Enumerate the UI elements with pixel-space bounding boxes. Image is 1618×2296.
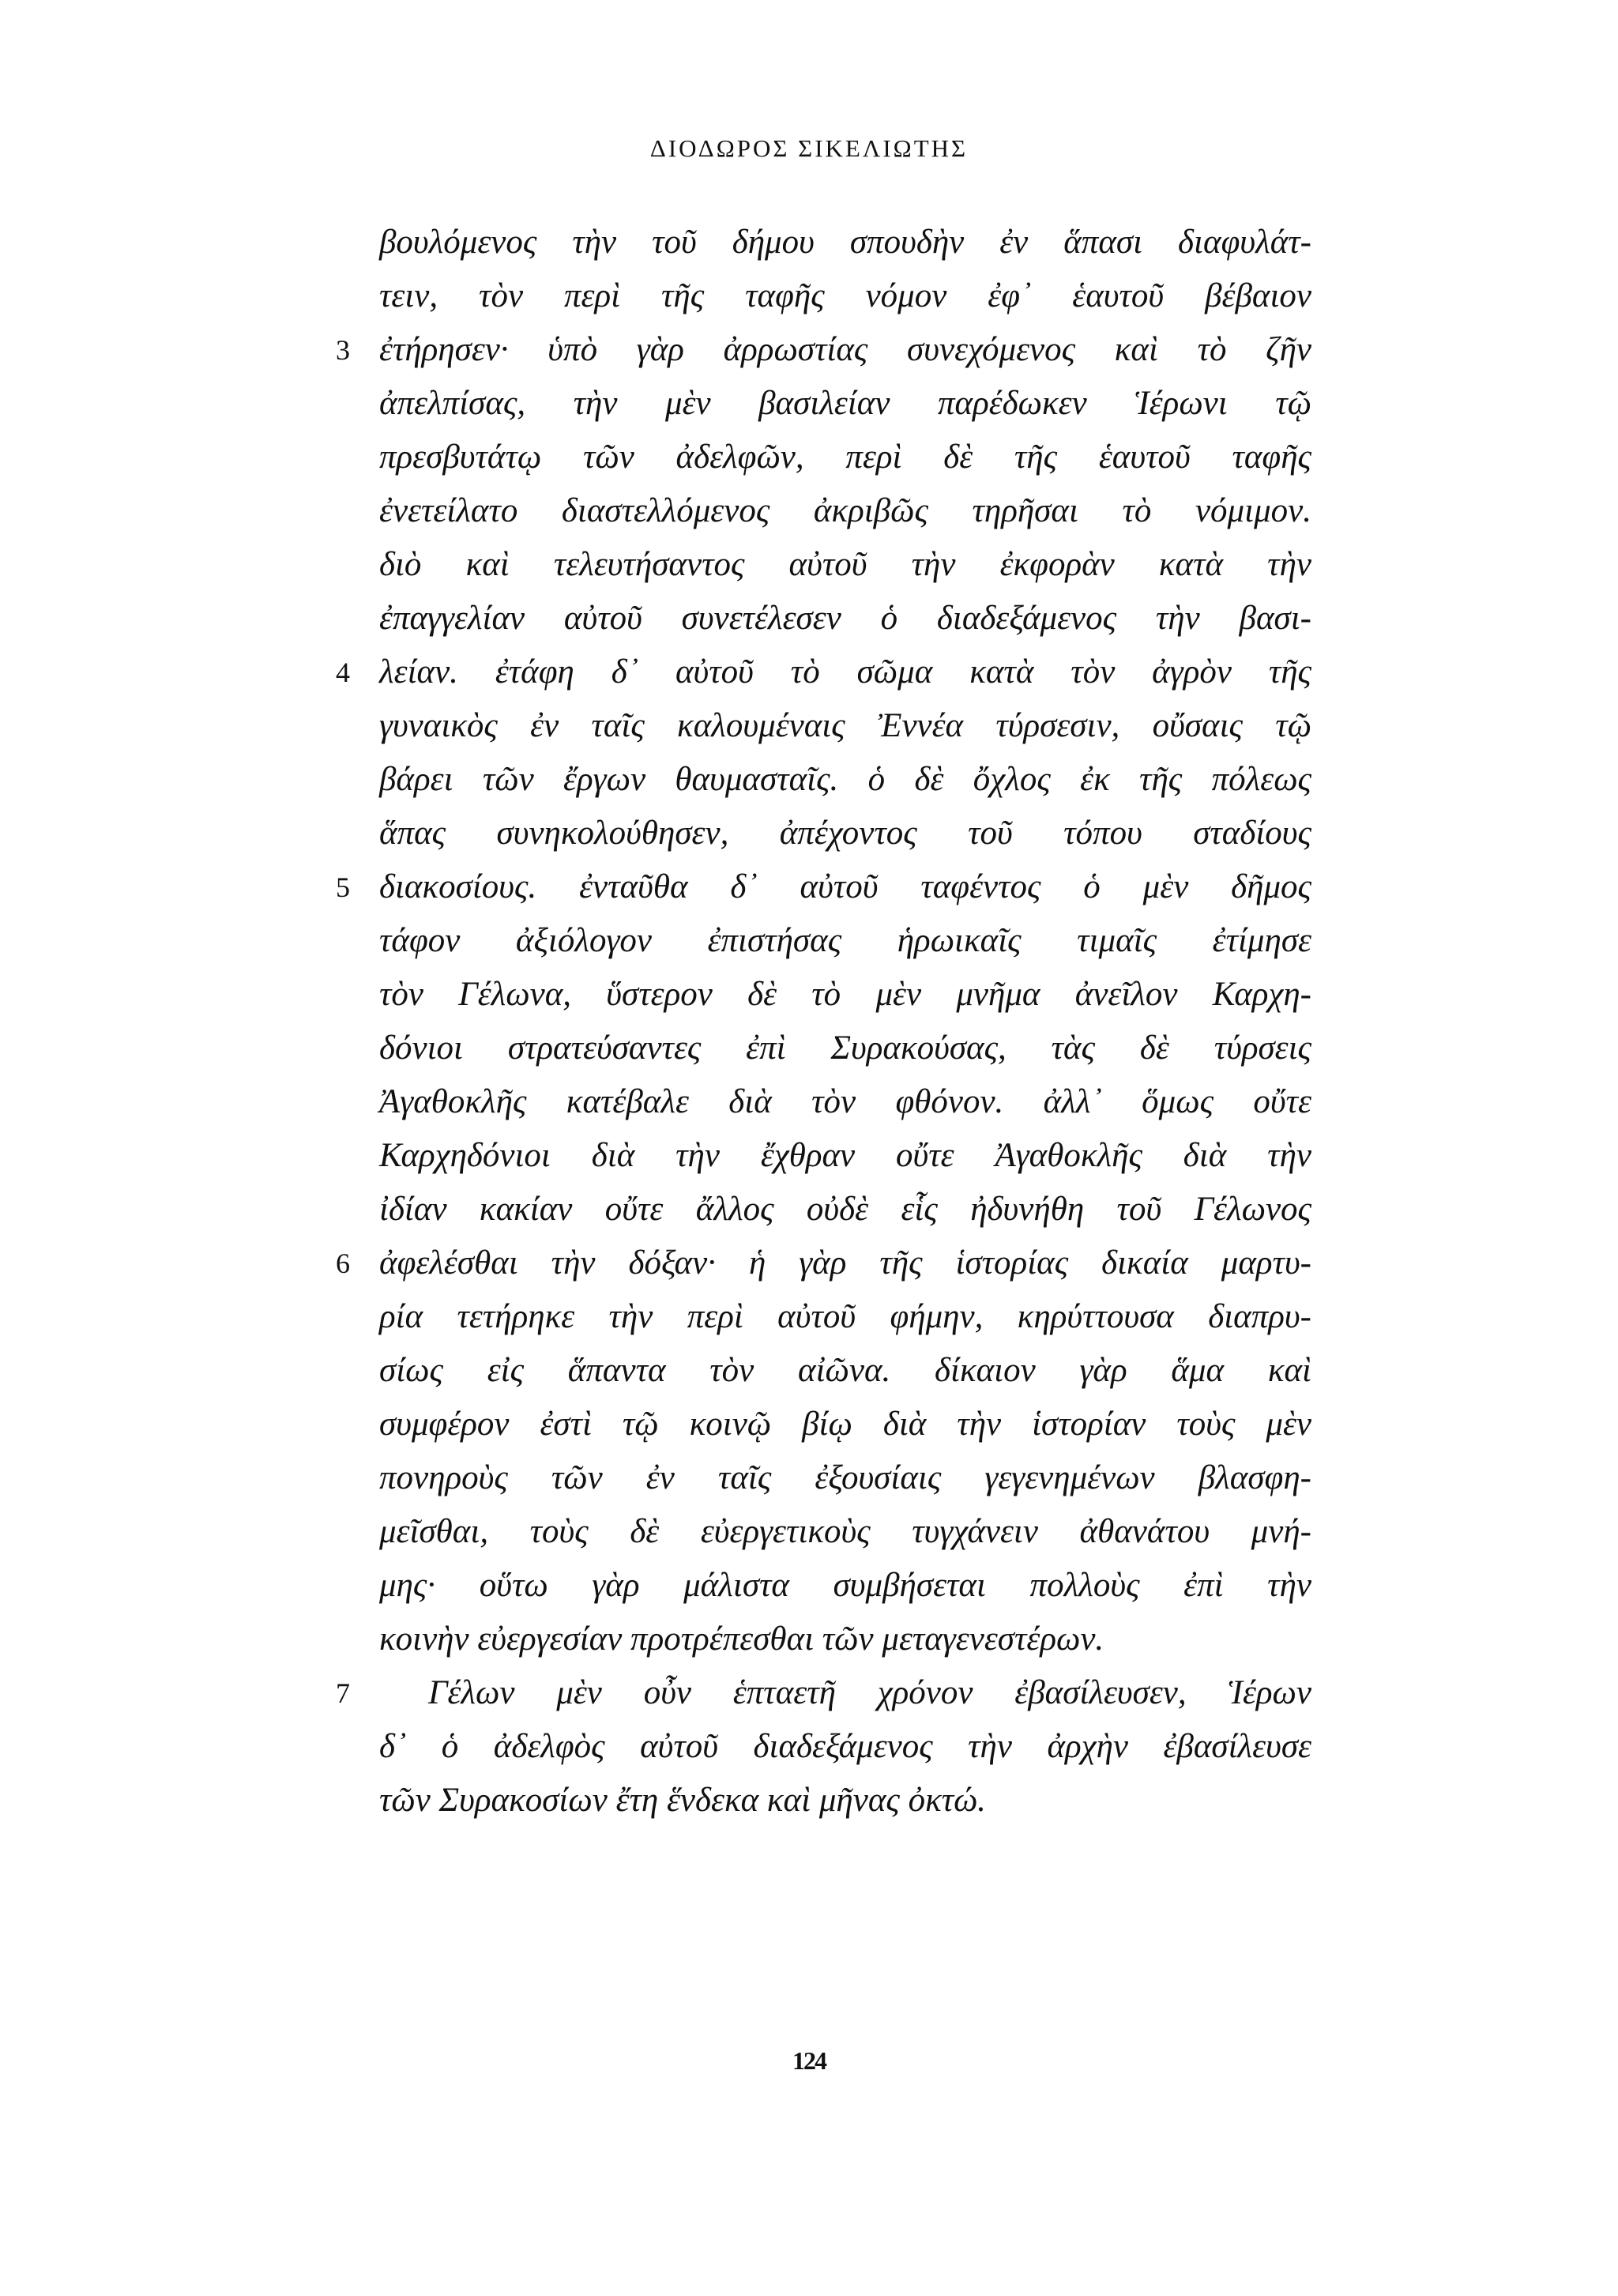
- section-number: 5: [336, 871, 350, 903]
- text-line: [0, 377, 1618, 431]
- text-line: [0, 269, 1618, 323]
- text-line: [0, 1022, 1618, 1075]
- text-line: [0, 484, 1618, 538]
- text-line: [0, 216, 1618, 269]
- line-text: ἅπας συνηκολούθησεν, ἀπέχοντος τοῦ τόπου σταδίους: [379, 815, 1311, 852]
- text-line: [0, 431, 1618, 484]
- text-line: [0, 1720, 1618, 1774]
- text-line: [0, 1451, 1618, 1505]
- line-text: λείαν. ἐτάφη δ᾽ αὐτοῦ τὸ σῶμα κατὰ τὸν ἀγρὸν τῆς: [379, 653, 1311, 691]
- text-line: [0, 968, 1618, 1022]
- line-text: ἰδίαν κακίαν οὔτε ἄλλος οὐδὲ εἷς ἠδυνήθη τοῦ Γέλωνος: [379, 1191, 1311, 1228]
- line-text: ἀφελέσθαι τὴν δόξαν· ἡ γὰρ τῆς ἱστορίας δικαία μαρτυ-: [379, 1244, 1311, 1282]
- line-text: Ἀγαθοκλῆς κατέβαλε διὰ τὸν φθόνον. ἀλλ᾽ ὅμως οὔτε: [379, 1083, 1311, 1120]
- section-number: 3: [336, 334, 350, 366]
- line-text: σίως εἰς ἅπαντα τὸν αἰῶνα. δίκαιον γὰρ ἅμα καὶ: [379, 1352, 1311, 1389]
- text-line: [0, 1183, 1618, 1236]
- line-text: Γέλων μὲν οὖν ἑπταετῆ χρόνον ἐβασίλευσεν, Ἱέρων: [428, 1674, 1311, 1711]
- line-text: βουλόμενος τὴν τοῦ δήμου σπουδὴν ἐν ἅπασι διαφυλάτ-: [379, 224, 1311, 261]
- text-line: [0, 646, 1618, 699]
- text-line: [0, 592, 1618, 646]
- text-line: [0, 323, 1618, 377]
- line-text: Καρχηδόνιοι διὰ τὴν ἔχθραν οὔτε Ἀγαθοκλῆς διὰ τὴν: [379, 1137, 1311, 1174]
- line-text: διακοσίους. ἐνταῦθα δ᾽ αὐτοῦ ταφέντος ὁ μὲν δῆμος: [379, 868, 1311, 905]
- text-line: [0, 1290, 1618, 1344]
- section-number: 6: [336, 1248, 350, 1279]
- text-line: [0, 914, 1618, 968]
- line-text: ρία τετήρηκε τὴν περὶ αὐτοῦ φήμην, κηρύττουσα διαπρυ-: [379, 1298, 1311, 1335]
- text-line: [0, 1505, 1618, 1559]
- text-line: [0, 860, 1618, 914]
- text-line: [0, 1774, 1618, 1827]
- line-text: γυναικὸς ἐν ταῖς καλουμέναις Ἐννέα τύρσεσιν, οὔσαις τῷ: [379, 707, 1311, 744]
- line-text: ἐτήρησεν· ὑπὸ γὰρ ἀρρωστίας συνεχόμενος καὶ τὸ ζῆν: [379, 331, 1311, 368]
- text-line: [0, 1613, 1618, 1666]
- text-line: [0, 1236, 1618, 1290]
- text-line: [0, 1129, 1618, 1183]
- line-text: πονηροὺς τῶν ἐν ταῖς ἐξουσίαις γεγενημένων βλασφη-: [379, 1459, 1311, 1496]
- line-text: δ᾽ ὁ ἀδελφὸς αὐτοῦ διαδεξάμενος τὴν ἀρχὴν ἐβασίλευσε: [379, 1728, 1311, 1765]
- text-line: [0, 1559, 1618, 1613]
- text-line: [0, 1398, 1618, 1451]
- line-text: τειν, τὸν περὶ τῆς ταφῆς νόμον ἐφ᾽ ἑαυτοῦ βέβαιον: [379, 277, 1311, 314]
- line-text: τὸν Γέλωνα, ὕστερον δὲ τὸ μὲν μνῆμα ἀνεῖλον Καρχη-: [379, 976, 1311, 1013]
- line-text: βάρει τῶν ἔργων θαυμασταῖς. ὁ δὲ ὄχλος ἐκ τῆς πόλεως: [379, 761, 1311, 798]
- page-number: 124: [792, 2046, 826, 2075]
- section-number: 7: [336, 1677, 350, 1709]
- text-line: [0, 1666, 1618, 1720]
- line-text: τῶν Συρακοσίων ἔτη ἕνδεκα καὶ μῆνας ὀκτώ.: [379, 1782, 986, 1819]
- text-line: [0, 1344, 1618, 1398]
- text-line: [0, 807, 1618, 860]
- text-line: [0, 753, 1618, 807]
- line-text: πρεσβυτάτῳ τῶν ἀδελφῶν, περὶ δὲ τῆς ἑαυτοῦ ταφῆς: [379, 438, 1311, 476]
- text-line: [0, 538, 1618, 592]
- running-head: ΔΙΟΔΩΡΟΣ ΣΙΚΕΛΙΩΤΗΣ: [649, 134, 969, 162]
- line-text: δόνιοι στρατεύσαντες ἐπὶ Συρακούσας, τὰς δὲ τύρσεις: [379, 1029, 1311, 1067]
- text-line: [0, 1075, 1618, 1129]
- line-text: μεῖσθαι, τοὺς δὲ εὐεργετικοὺς τυγχάνειν ἀθανάτου μνή-: [379, 1513, 1311, 1550]
- line-text: τάφον ἀξιόλογον ἐπιστήσας ἡρωικαῖς τιμαῖς ἐτίμησε: [379, 922, 1311, 959]
- line-text: ἐπαγγελίαν αὐτοῦ συνετέλεσεν ὁ διαδεξάμενος τὴν βασι-: [379, 600, 1311, 637]
- line-text: ἀπελπίσας, τὴν μὲν βασιλείαν παρέδωκεν Ἱέρωνι τῷ: [379, 385, 1311, 422]
- line-text: ἐνετείλατο διαστελλόμενος ἀκριβῶς τηρῆσαι τὸ νόμιμον.: [379, 492, 1311, 529]
- body-text: [0, 216, 1618, 1827]
- line-text: μης· οὕτω γὰρ μάλιστα συμβήσεται πολλοὺς ἐπὶ τὴν: [379, 1567, 1311, 1604]
- line-text: συμφέρον ἐστὶ τῷ κοινῷ βίῳ διὰ τὴν ἱστορίαν τοὺς μὲν: [379, 1406, 1311, 1443]
- line-text: κοινὴν εὐεργεσίαν προτρέπεσθαι τῶν μεταγενεστέρων.: [379, 1620, 1104, 1658]
- section-number: 4: [336, 657, 350, 688]
- line-text: διὸ καὶ τελευτήσαντος αὐτοῦ τὴν ἐκφορὰν κατὰ τὴν: [379, 546, 1311, 583]
- text-line: [0, 699, 1618, 753]
